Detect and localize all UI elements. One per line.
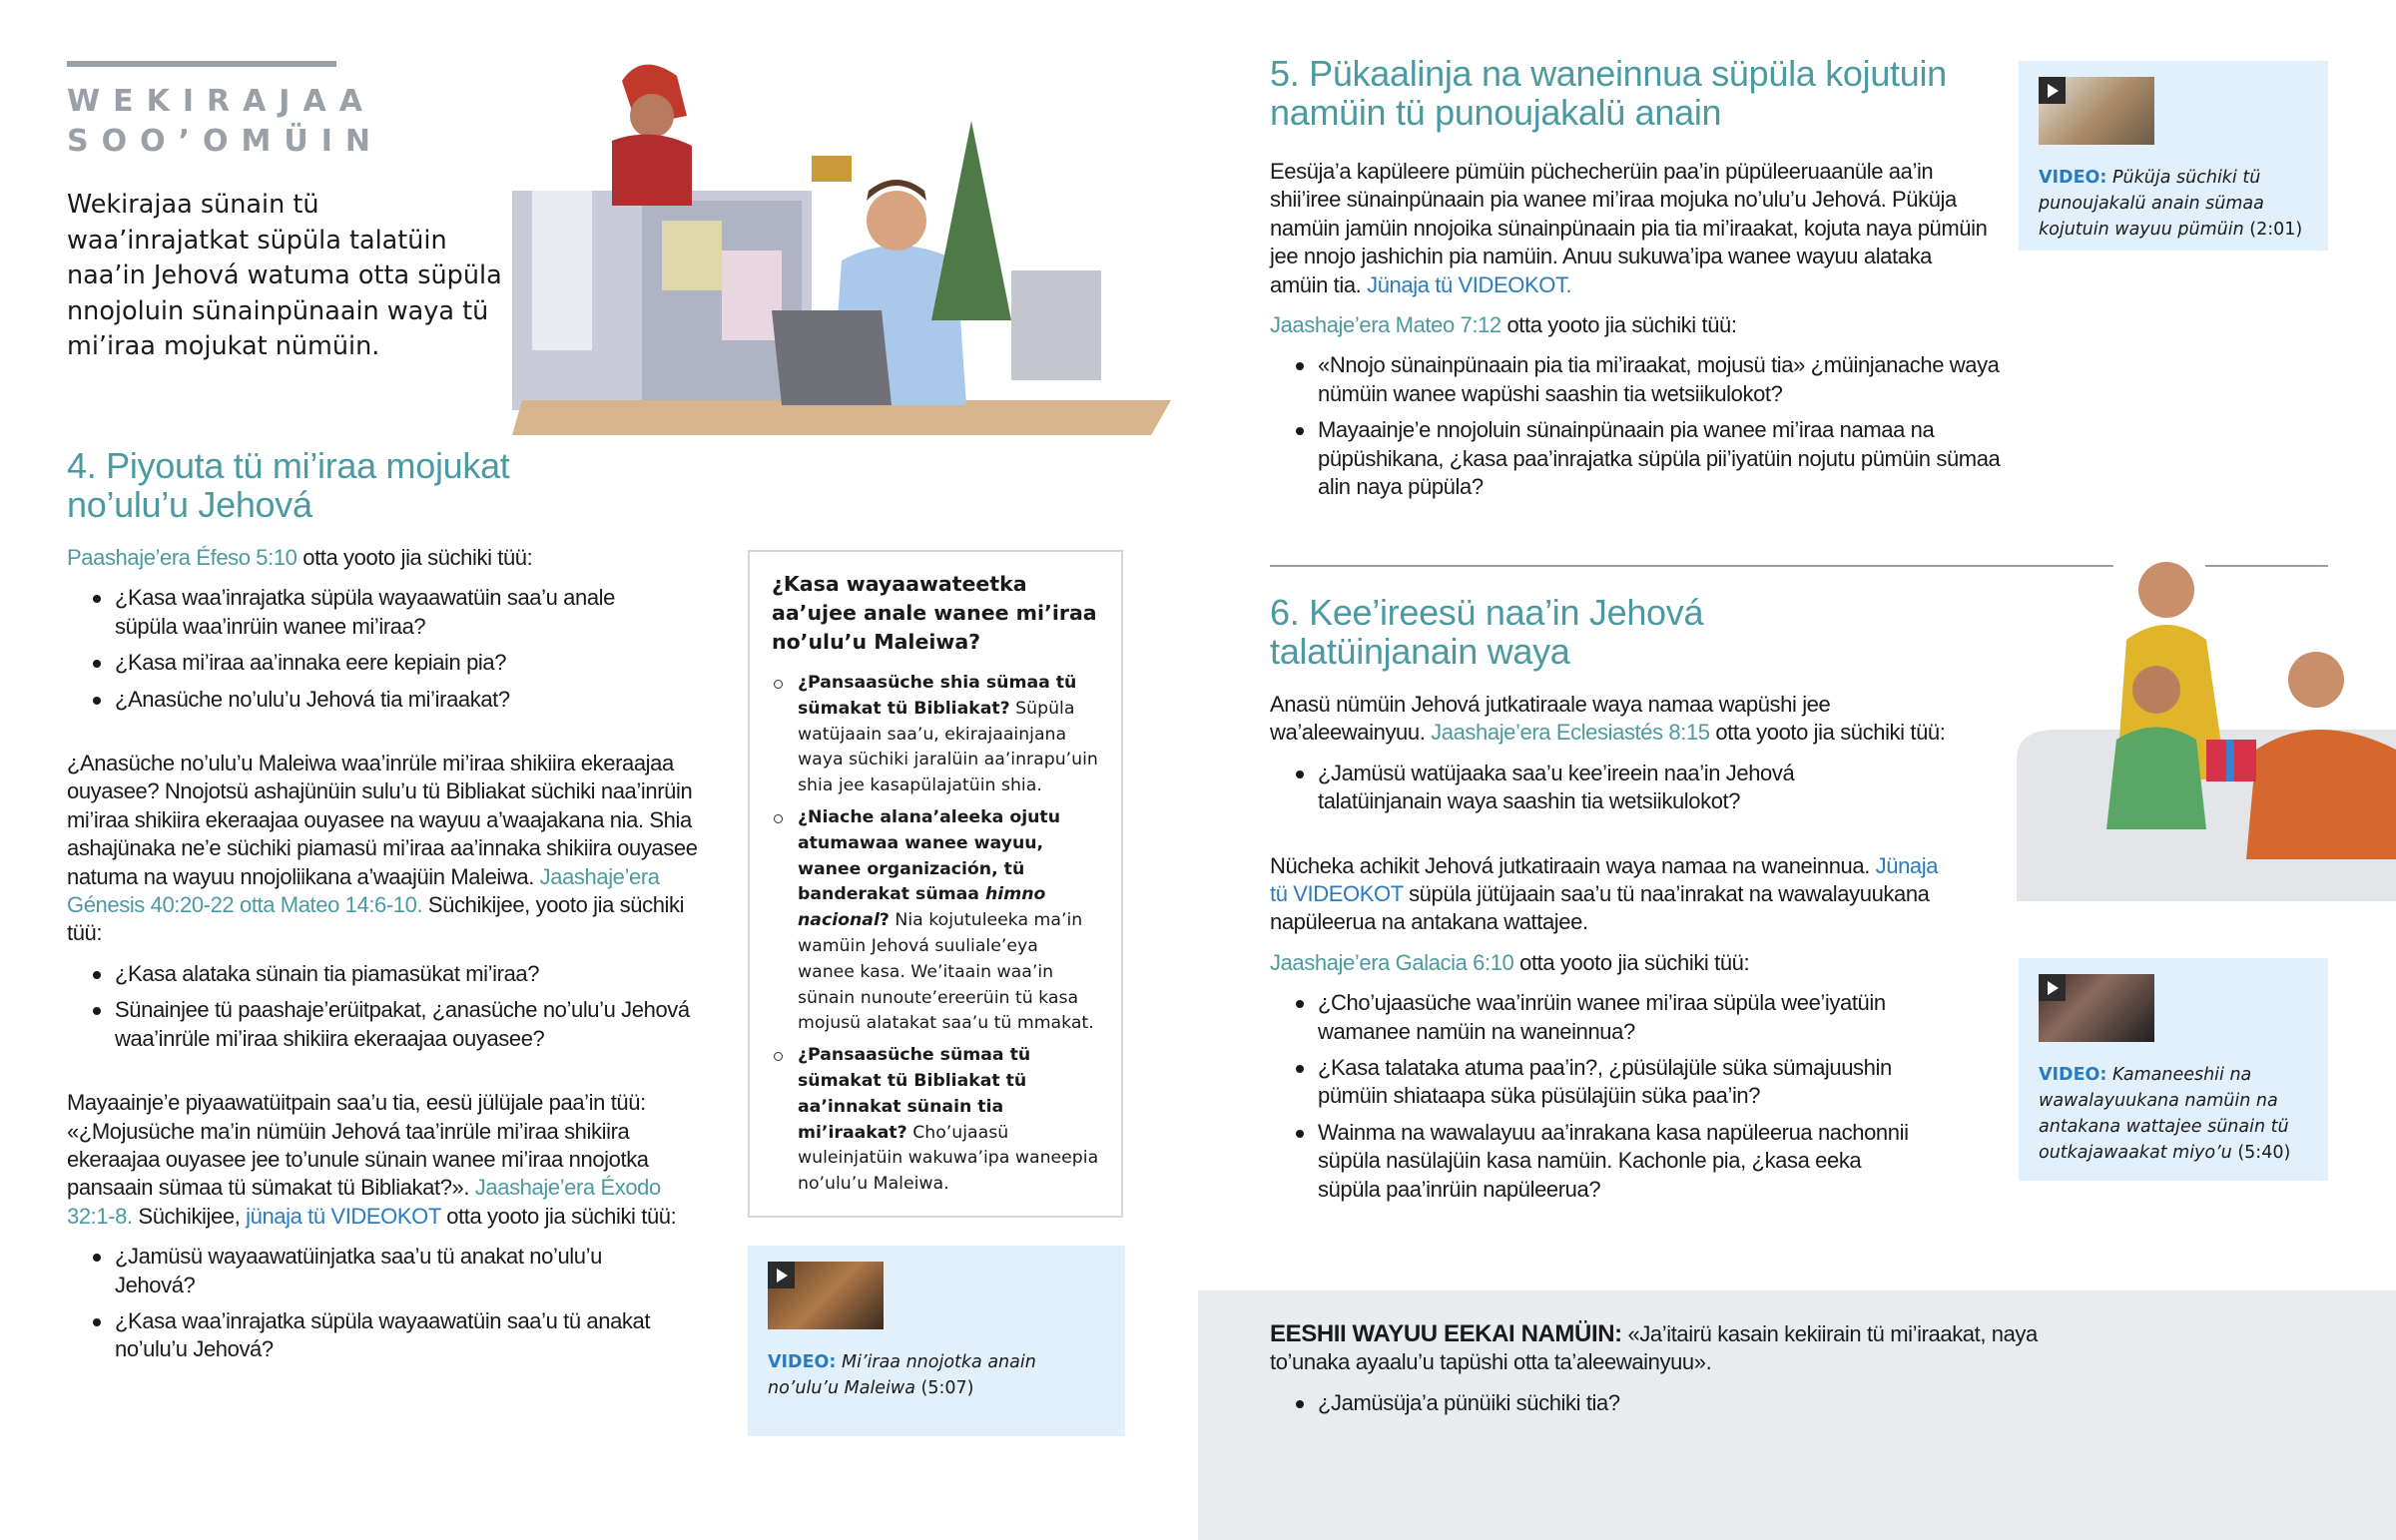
office-gift-illustration xyxy=(512,61,1178,435)
list-item: ¿Anasüche no’ulu’u Jehová tia mi’iraakat? xyxy=(115,686,674,714)
play-icon[interactable] xyxy=(2039,974,2066,1001)
paragraph-birthdays: ¿Anasüche no’ulu’u Maleiwa waa’inrüle mi’iraa shikiira ekeraajaa ouyasee? Nnojotsü ashajünüin sulu’u tü Bibliakat süchiki naa’inrüin mi’iraa shikiira ekeraajaa ouyasee na wayuu a’waajakana nia. Shia ashajünaka ne’e süchiki piamasü mi’iraa aa’innaka shikiira ouyasee natuma na wayuu nnojoliikana a’waajüin Maleiwa. Jaashaje’era Génesis 40:20-22 otta Mateo 14:6-10. Süchikijee, yooto jia süchiki tüü: xyxy=(67,751,698,946)
kicker-line-2: SOO’OMÜIN xyxy=(67,124,383,159)
list-item: ¿Kasa waa’inrajatka süpüla wayaawatüin saa’u tü anakat no’ulu’u Jehová? xyxy=(115,1307,674,1364)
list-item: ¿Pansaasüche shia sümaa tü sümakat tü Bibliakat? Süpüla watüjaain saa’u, ekirajaainjana waya süchiki jaralüin aa’inrapu’uin shia jee kasapülajatüin shia. xyxy=(798,671,1099,799)
scripture-link-genesis-mateo[interactable]: Jaashaje’era Génesis 40:20-22 otta Mateo 14:6-10. xyxy=(67,863,660,918)
section-divider xyxy=(1270,565,2113,567)
list-item: ¿Kasa mi’iraa aa’innaka eere kepiain pia? xyxy=(115,649,674,677)
video-link[interactable]: jünaja tü VIDEOKOT xyxy=(246,1203,441,1229)
paragraph-exodus: Mayaainje’e piyaawatüitpain saa’u tia, eesü jülüjale paa’in tüü: «¿Mojusüche ma’in nümüin Jehová taa’inrüle mi’iraa shikiira ekeraajaa ouyasee jee to’unule sünain wanee mi’iraa nnojotka pansaain sümaa tü sümakat tü Bibliakat?». Jaashaje’era Éxodo 32:1-8. Süchikijee, jünaja tü VIDEOKOT otta yooto jia süchiki tüü: xyxy=(67,1090,677,1229)
reading-instruction: Paashaje’era Éfeso 5:10 otta yooto jia süchiki tüü: xyxy=(67,545,533,570)
scripture-link-efeso[interactable]: Paashaje’era Éfeso 5:10 xyxy=(67,545,298,570)
scripture-link-mateo[interactable]: Jaashaje’era Mateo 7:12 xyxy=(1270,312,1501,338)
list-item: Sünainjee tü paashaje’erüitpakat, ¿anasüche no’ulu’u Jehová waa’inrüle mi’iraa shikiira ekeraajaa ouyasee? xyxy=(115,996,734,1053)
summary-panel: EESHII WAYUU EEKAI NAMÜIN: «Ja’itairü kasain kekiirain tü mi’iraakat, naya to’unaka ayaalu’u tapüshi otta ta’aleewainyuu». ¿Jamüsüja’a pünüiki süchiki tia? xyxy=(1198,1290,2396,1540)
list-item: ¿Pansaasüche sümaa tü sümakat tü Bibliakat tü aa’innakat sünain tia mi’iraakat? Cho’ujaasü wuleinjatüin wakuwa’ipa waneepia no’ulu’u Maleiwa. xyxy=(798,1043,1099,1198)
video-thumbnail[interactable] xyxy=(768,1262,884,1329)
intro-paragraph: Wekirajaa sünain tü waa’inrajatkat süpüla talatüin naa’in Jehová watuma otta süpüla nnojoluin sünainpünaain waya tü mi’iraa mojukat nümüin. xyxy=(67,190,502,361)
scripture-link-galacia[interactable]: Jaashaje’era Galacia 6:10 xyxy=(1270,949,1514,975)
video-link[interactable]: Jünaja tü VIDEOKOT. xyxy=(1367,271,1572,297)
video-card-3[interactable]: VIDEO: Kamaneeshii na wawalayuukana namüin na antakana wattajee sünain tü outkajawaakat miyo’u (5:40) xyxy=(2019,958,2328,1181)
list-item: ¿Jamüsüja’a pünüiki süchiki tia? xyxy=(1318,1389,2089,1417)
list-item: ¿Niache alana’aleeka ojutu atumawaa wanee wayuu, wanee organización, tü banderakat sümaa himno nacional? Nia kojutuleeka ma’in wamüin Jehová suuliale’eya wanee kasa. We’itaain waa’in sünain nunoute’ereerüin tü kasa mojusü alatakat saa’u tü mmakat. xyxy=(798,805,1099,1037)
list-item: «Nnojo sünainpünaain pia tia mi’iraakat, mojusü tia» ¿müinjanache waya nümüin wanee wapüshi saashin tia wetsiikulokot? xyxy=(1318,351,2017,408)
list-item: ¿Kasa waa’inrajatka süpüla wayaawatüin saa’u anale süpüla waa’inrüin wanee mi’iraa? xyxy=(115,584,674,641)
section-5: 5. Pükaalinja na waneinnua süpüla kojutuin namüin tü punoujakalü anain Eesüja’a kapüleere pümüin püchecherüin paa’in püpüleeruaanüle aa’in shii’iree sünainpünaain pia wanee mi’iraa mojuka no’ulu’u Jehová. Püküja namüin jamüin nnojoika sünainpünaain pia tia mi’iraakat, kojuta naya pümüin jee nnojo jashichin pia namüin. Anuu sukuwa’ipa wanee wayuu alataka amüin tia. Jünaja tü VIDEOKOT. Jaashaje’era Mateo 7:12 otta yooto jia süchiki tüü: «Nnojo sünainpünaain pia tia mi’iraakat, mojusü tia» ¿müinjanache waya nümüin wanee wapüshi saashin tia wetsiikulokot? Mayaainje’e nnojoluin sünainpünaain pia wanee mi’iraa namaa na püpüshikana, ¿kasa paa’inrajatka süpüla pii’iyatüin nojutu pümüin sümaa alin naya püpüla? xyxy=(1270,54,2019,509)
section-6: 6. Kee’ireesü naa’in Jehová talatüinjanain waya Anasü nümüin Jehová jutkatiraale waya namaa wapüshi jee wa’aleewainyuu. Jaashaje’era Eclesiastés 8:15 otta yooto jia süchiki tüü: ¿Jamüsü watüjaaka saa’u kee’ireein naa’in Jehová talatüinjanain waya saashin tia wetsiikulokot? Nücheka achikit Jehová jutkatiraain waya namaa na waneinnua. Jünaja tü VIDEOKOT süpüla jütüjaain saa’u tü naa’inrakat na wawalayuukana napüleerua na antakana wattajee. Jaashaje’era Galacia 6:10 otta yooto jia süchiki tüü: ¿Cho’ujaasüche waa’inrüin wanee mi’iraa süpüla wee’iyatüin wamanee namüin na waneinnua? ¿Kasa talataka atuma paa’in?, ¿püsülajüle süka sümajuushin pümüin shiataapa süka püsülajüin süka paa’in? Wainma na wawalayuu aa’inrakana kasa napüleerua nachonnii süpüla nasülajüin kasa namüin. Kachonle pia, ¿kasa eeka süpüla paa’inrüin napüleerua? xyxy=(1270,593,2009,1212)
play-icon[interactable] xyxy=(2039,77,2066,104)
sidebar-box-title: ¿Kasa wayaawateetka aa’ujee anale wanee mi’iraa no’ulu’u Maleiwa? xyxy=(772,572,1097,654)
section-6-heading: 6. Kee’ireesü naa’in Jehová talatüinjanain waya xyxy=(1270,592,1704,672)
list-item: ¿Jamüsü watüjaaka saa’u kee’ireein naa’in Jehová talatüinjanain waya saashin tia wetsiikulokot? xyxy=(1318,760,1877,816)
section-top-rule xyxy=(67,61,336,67)
family-gift-illustration xyxy=(2017,550,2396,901)
list-item: Mayaainje’e nnojoluin sünainpünaain pia wanee mi’iraa namaa na püpüshikana, ¿kasa paa’inrajatka süpüla pii’iyatüin nojutu pümüin sümaa alin naya püpüla? xyxy=(1318,416,2017,501)
section-4-heading: 4. Piyouta tü mi’iraa mojukat no’ulu’u Jehová xyxy=(67,445,510,525)
list-item: ¿Jamüsü wayaawatüinjatka saa’u tü anakat no’ulu’u Jehová? xyxy=(115,1243,674,1299)
questions-list-2 xyxy=(67,960,734,1053)
section-5-heading: 5. Pükaalinja na waneinnua süpüla kojutuin namüin tü punoujakalü anain xyxy=(1270,53,1947,133)
list-item: ¿Kasa alataka sünain tia piamasükat mi’iraa? xyxy=(115,960,734,988)
list-item: ¿Cho’ujaasüche waa’inrüin wanee mi’iraa süpüla wee’iyatüin wamanee namüin na waneinnua? xyxy=(1318,989,1917,1046)
summary-label: EESHII WAYUU EEKAI NAMÜIN: xyxy=(1270,1320,1622,1347)
video-thumbnail[interactable] xyxy=(2039,974,2154,1042)
video-card-2[interactable]: VIDEO: Püküja süchiki tü punoujakalü anain sümaa kojutuin wayuu pümüin (2:01) xyxy=(2019,61,2328,251)
list-item: ¿Kasa talataka atuma paa’in?, ¿püsülajüle süka sümajuushin pümüin shiataapa süka püsülajüin süka paa’in? xyxy=(1318,1054,1917,1111)
list-item: Wainma na wawalayuu aa’inrakana kasa napüleerua nachonnii süpüla nasülajüin kasa namüin. Kachonle pia, ¿kasa eeka süpüla paa’inrüin napüleerua? xyxy=(1318,1119,1917,1204)
scripture-link-eclesiastes[interactable]: Jaashaje’era Eclesiastés 8:15 xyxy=(1431,720,1710,746)
video-thumbnail[interactable] xyxy=(2039,77,2154,145)
section-kicker xyxy=(67,82,383,162)
play-icon[interactable] xyxy=(768,1262,795,1288)
questions-list-3 xyxy=(67,1243,674,1364)
section-4 xyxy=(67,446,706,1372)
scripture-link-exodo[interactable]: Jaashaje’era Éxodo 32:1-8. xyxy=(67,1175,661,1229)
questions-list-1 xyxy=(67,584,674,714)
question-sidebar-box xyxy=(748,550,1123,1218)
video-link[interactable]: Jünaja tü VIDEOKOT xyxy=(1270,852,1939,907)
kicker-line-1: WEKIRAJAA xyxy=(67,84,375,119)
video-card-1[interactable]: VIDEO: Mi’iraa nnojotka anain no’ulu’u Maleiwa (5:07) xyxy=(748,1246,1125,1436)
